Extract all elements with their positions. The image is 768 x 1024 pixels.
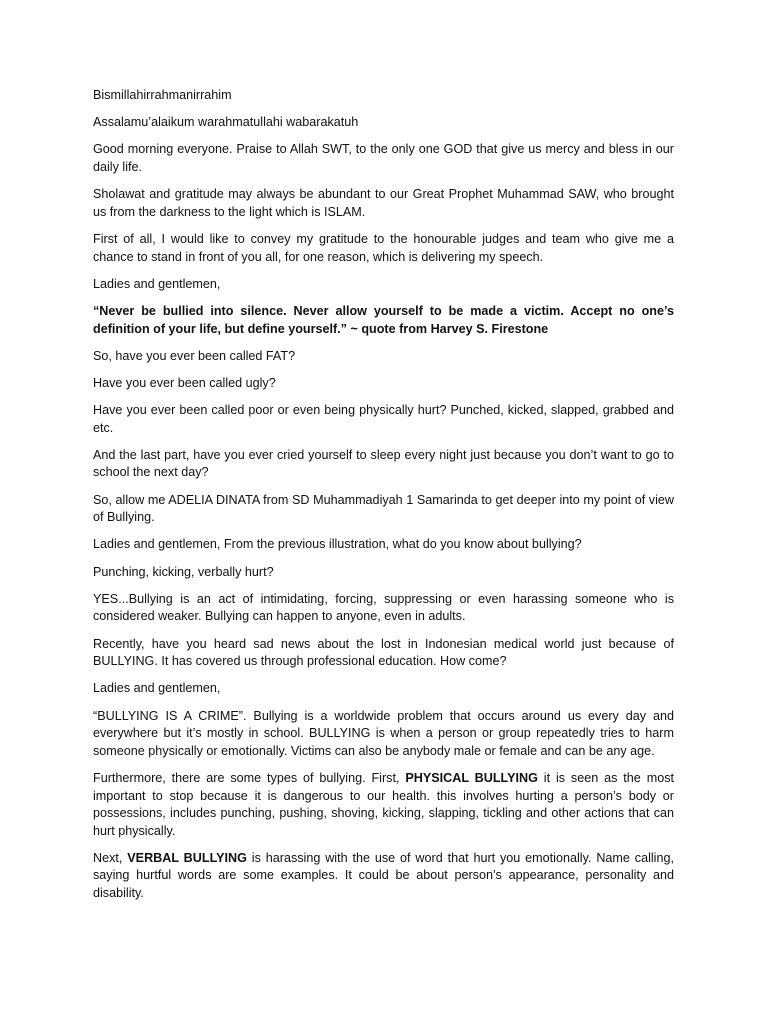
paragraph-ladies-gentlemen-1: Ladies and gentlemen, — [93, 276, 221, 291]
paragraph-introduction: So, allow me ADELIA DINATA from SD Muhammadiyah 1 Samarinda to get deeper into my point of view of Bullying. — [93, 492, 674, 525]
question-cried: And the last part, have you ever cried yourself to sleep every night just because you don’t want to go to school the next day? — [93, 447, 674, 480]
physical-bullying-term: PHYSICAL BULLYING — [405, 770, 538, 785]
physical-bullying-body: it is seen as the most important to stop because it is dangerous to our health. this involves hurting a person’s body or possessions, includes punching, pushing, shoving, kicking, slapping, tickling and other actions that can hurt physically. — [93, 770, 674, 838]
paragraph-what-do-you-know: Ladies and gentlemen, From the previous illustration, what do you know about bullying? — [93, 537, 582, 552]
paragraph-verbal-bullying — [93, 850, 674, 903]
question-poor-hurt: Have you ever been called poor or even being physically hurt? Punched, kicked, slapped, grabbed and etc. — [93, 403, 674, 435]
paragraph-bullying-crime: “BULLYING IS A CRIME”. Bullying is a worldwide problem that occurs around us every day and everywhere but it’s mostly in school. BULLYING is when a person or group repeatedly tries to harm someone physically or emotionally. Victims can also be anybody male or female and can be any age. — [93, 708, 674, 758]
document-page — [93, 87, 674, 912]
question-ugly: Have you ever been called ugly? — [93, 375, 276, 390]
paragraph-bullying-definition: YES...Bullying is an act of intimidating, forcing, suppressing or even harassing someone who is considered weaker. Bullying can happen to anyone, even in adults. — [93, 591, 674, 624]
paragraph-sholawat: Sholawat and gratitude may always be abundant to our Great Prophet Muhammad SAW, who brought us from the darkness to the light which is ISLAM. — [93, 187, 674, 219]
question-fat: So, have you ever been called FAT? — [93, 348, 296, 363]
verbal-bullying-term: VERBAL BULLYING — [127, 850, 247, 865]
quote-firestone: “Never be bullied into silence. Never allow yourself to be made a victim. Accept no one’s definition of your life, but define yourself.” ~ quote from Harvey S. Firestone — [93, 303, 674, 336]
paragraph-gratitude: First of all, I would like to convey my gratitude to the honourable judges and team who give me a chance to stand in front of you all, for one reason, which is delivering my speech. — [93, 231, 674, 264]
verbal-bullying-intro: Next, — [93, 850, 128, 865]
opening-basmala: Bismillahirrahmanirrahim — [93, 88, 232, 102]
opening-greeting: Assalamu’alaikum warahmatullahi wabarakatuh — [93, 115, 359, 130]
paragraph-ladies-gentlemen-2: Ladies and gentlemen, — [93, 681, 221, 696]
paragraph-good-morning: Good morning everyone. Praise to Allah SWT, to the only one GOD that give us mercy and bless in our daily life. — [93, 142, 674, 174]
physical-bullying-intro: Furthermore, there are some types of bullying. First, — [93, 770, 406, 785]
paragraph-sad-news: Recently, have you heard sad news about the lost in Indonesian medical world just because of BULLYING. It has covered us through professional education. How come? — [93, 636, 674, 669]
paragraph-punching-kicking: Punching, kicking, verbally hurt? — [93, 564, 274, 579]
paragraph-physical-bullying — [93, 770, 674, 840]
verbal-bullying-body: is harassing with the use of word that hurt you emotionally. Name calling, saying hurtful words are some examples. It could be about person’s appearance, personality and disability. — [93, 850, 674, 901]
